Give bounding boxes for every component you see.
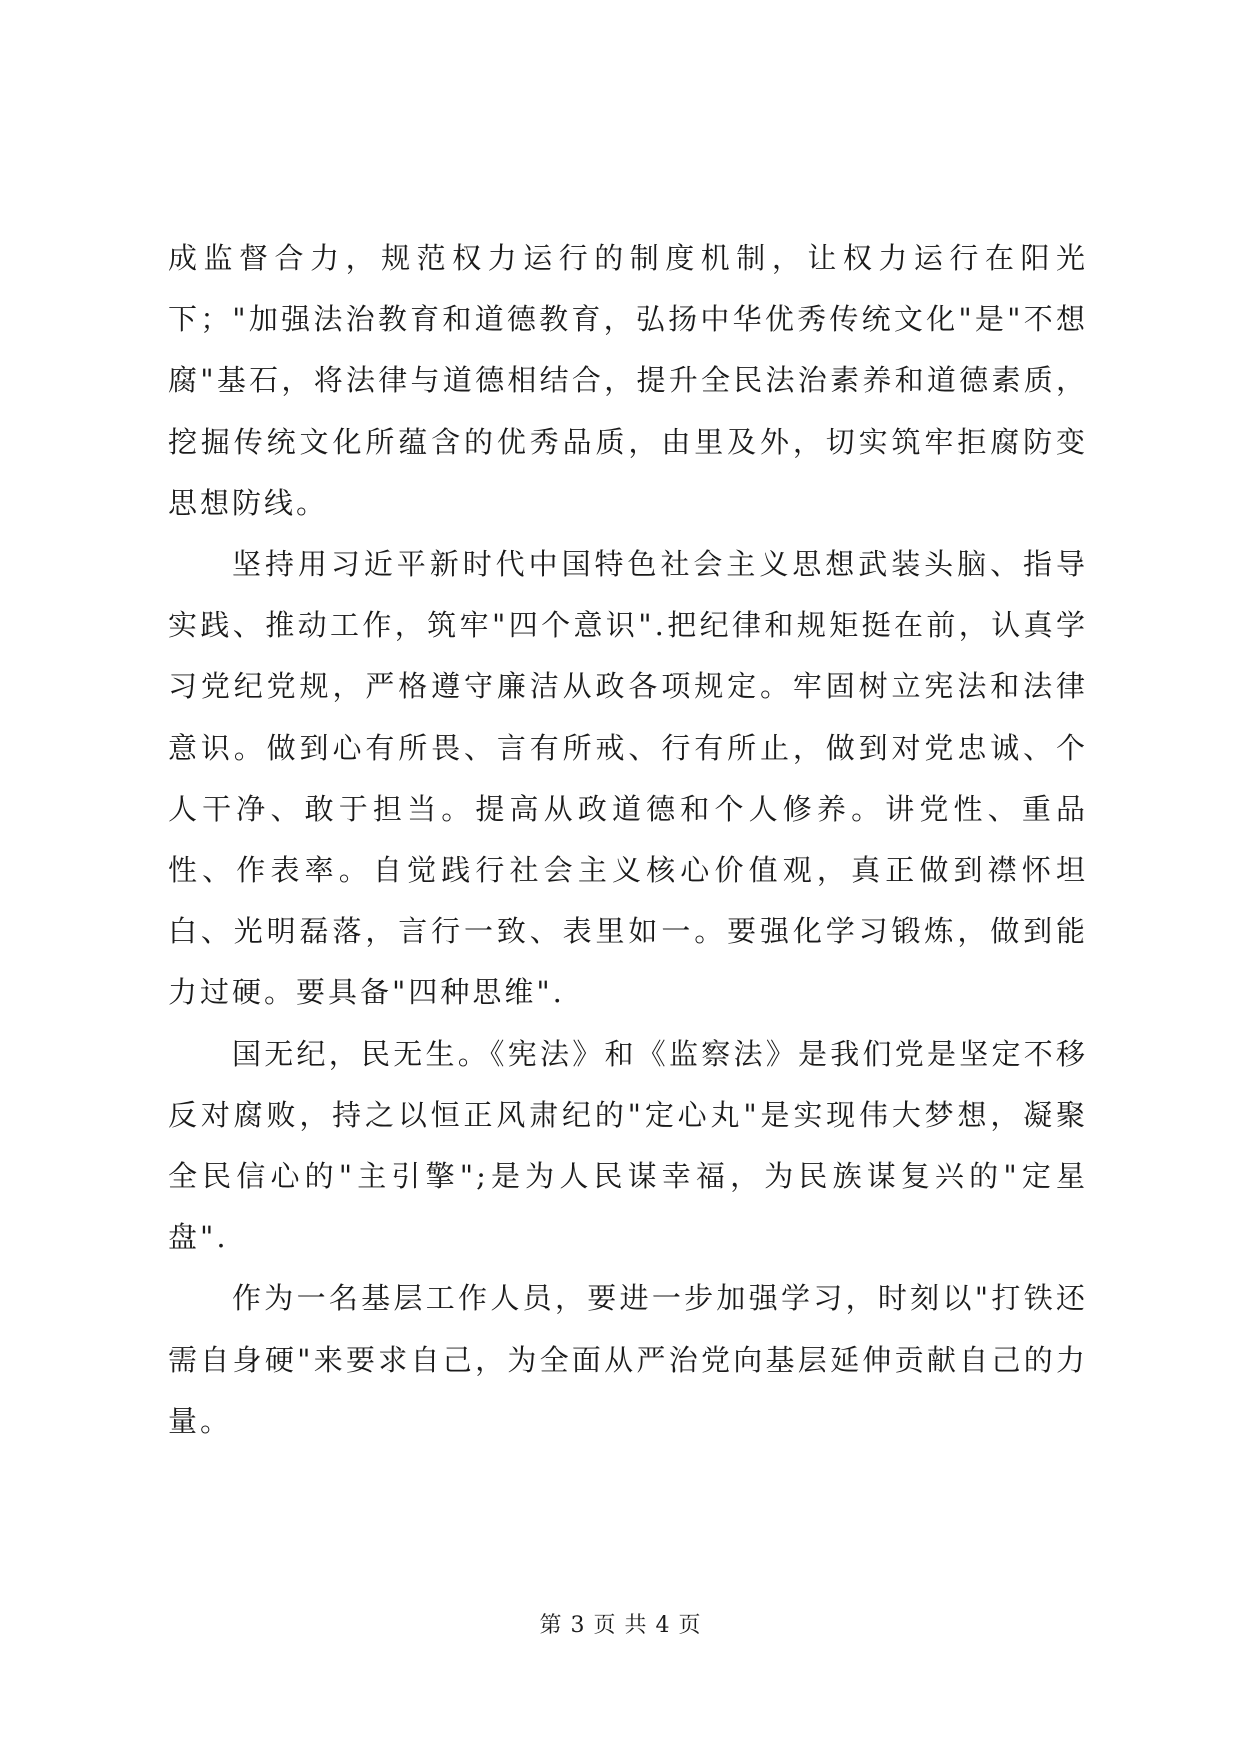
page-number-footer: 第 3 页 共 4 页 [539,1613,702,1638]
paragraph-1: 成监督合力，规范权力运行的制度机制，让权力运行在阳光下；"加强法治教育和道德教育，弘扬中华优秀传统文化"是"不想腐"基石，将法律与道德相结合，提升全民法治素养和道德素质，挖掘传统文化所蕴含的优秀品质，由里及外，切实筑牢拒腐防变思想防线。 [168,241,1088,520]
paragraph-4: 作为一名基层工作人员，要进一步加强学习，时刻以"打铁还需自身硬"来要求自己，为全面从严治党向基层延伸贡献自己的力量。 [168,1281,1088,1438]
paragraph-3: 国无纪，民无生。《宪法》和《监察法》是我们党是坚定不移反对腐败，持之以恒正风肃纪的"定心丸"是实现伟大梦想，凝聚全民信心的"主引擎";是为人民谋幸福，为民族谋复兴的"定星盘". [168,1036,1088,1255]
paragraph-2: 坚持用习近平新时代中国特色社会主义思想武装头脑、指导实践、推动工作，筑牢"四个意识".把纪律和规矩挺在前，认真学习党纪党规，严格遵守廉洁从政各项规定。牢固树立宪法和法律意识。做到心有所畏、言有所戒、行有所止，做到对党忠诚、个人干净、敢于担当。提高从政道德和个人修养。讲党性、重品性、作表率。自觉践行社会主义核心价值观，真正做到襟怀坦白、光明磊落，言行一致、表里如一。要强化学习锻炼，做到能力过硬。要具备"四种思维". [168,547,1088,1010]
document-body [168,228,1088,1452]
